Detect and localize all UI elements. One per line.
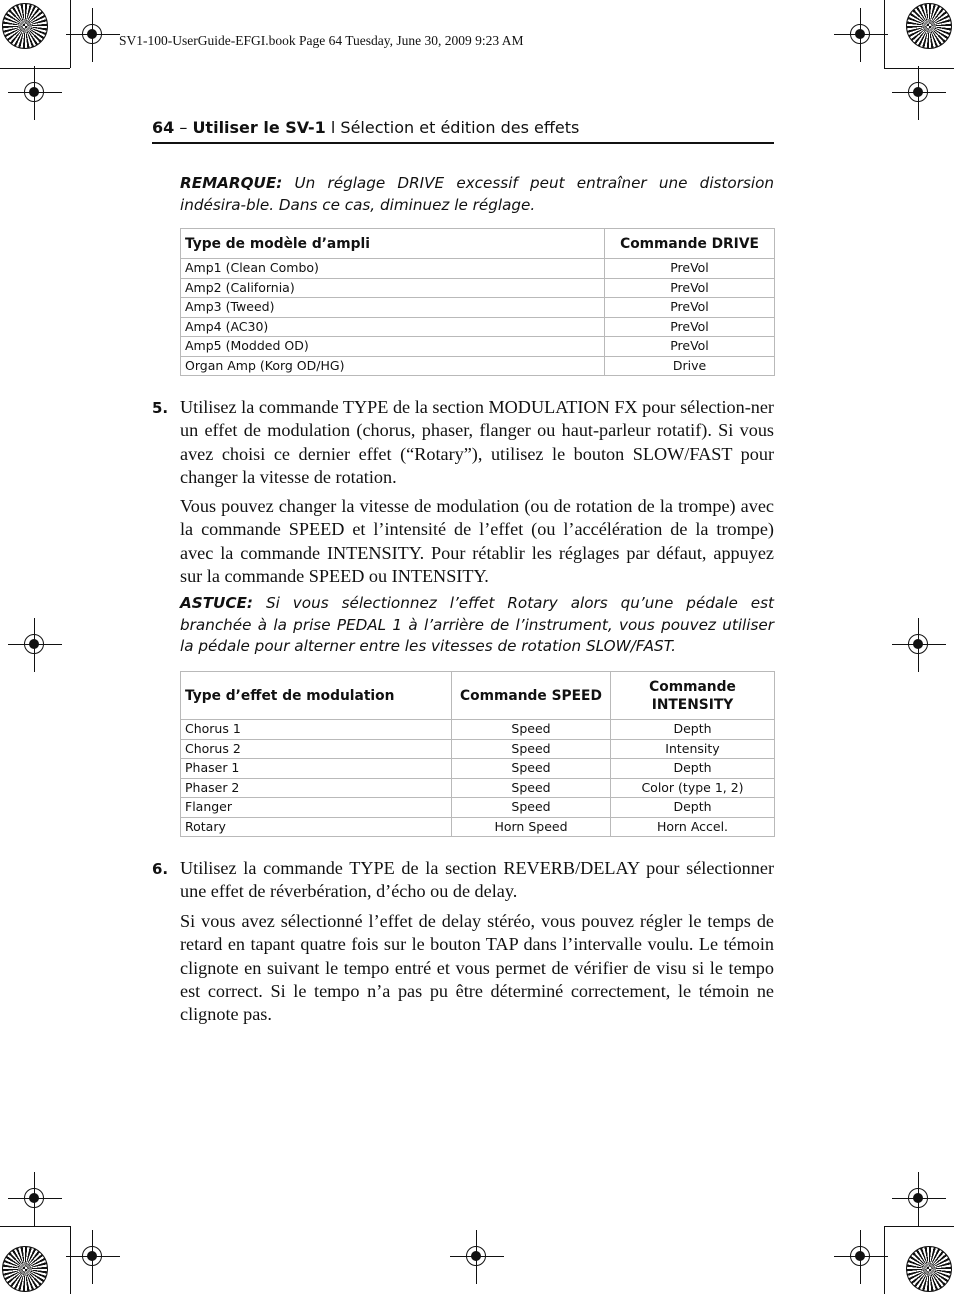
table-cell: Horn Speed [452, 817, 611, 837]
crop-line [884, 68, 954, 69]
table-header-row [181, 229, 775, 259]
table-cell: Speed [452, 798, 611, 818]
registration-crosshair [20, 630, 50, 660]
table-cell: Amp2 (California) [181, 278, 605, 298]
table-cell: Amp5 (Modded OD) [181, 337, 605, 357]
table-row [181, 278, 775, 298]
table-row [181, 739, 775, 759]
table-cell: PreVol [605, 337, 775, 357]
table-row [181, 317, 775, 337]
table-cell: Speed [452, 739, 611, 759]
registration-burst-top-right [906, 3, 952, 49]
note-text: Un réglage DRIVE excessif peut entraîner une distorsion indésira-ble. Dans ce cas, diminuez le réglage. [180, 174, 774, 214]
table-row [181, 298, 775, 318]
page-number: 64 [152, 118, 175, 137]
step6-paragraph-1: Utilisez la commande TYPE de la section REVERB/DELAY pour sélectionner une effet de réverbération, d’écho ou de delay. [180, 858, 774, 902]
registration-burst-bottom-left [2, 1246, 48, 1292]
table-cell: Speed [452, 720, 611, 740]
table-cell: PreVol [605, 278, 775, 298]
registration-crosshair [78, 20, 108, 50]
table-cell: Depth [611, 720, 775, 740]
registration-burst-bottom-right [906, 1246, 952, 1292]
header-rule [152, 142, 774, 144]
book-info-line: SV1-100-UserGuide-EFGI.book Page 64 Tuesday, June 30, 2009 9:23 AM [119, 33, 524, 48]
crop-line [0, 1226, 70, 1227]
table-cell: Rotary [181, 817, 452, 837]
registration-crosshair [20, 78, 50, 108]
column-header: Commande DRIVE [605, 229, 775, 259]
table-cell: Drive [605, 356, 775, 376]
table-cell: Horn Accel. [611, 817, 775, 837]
column-header: Type de modèle d’ampli [181, 229, 605, 259]
step5-paragraph-1: Utilisez la commande TYPE de la section MODULATION FX pour sélection-ner un effet de modulation (chorus, phaser, flanger ou haut-parleur rotatif). Si vous avez choisi ce dernier effet (“Rotary”), utilisez le bouton SLOW/FAST pour changer la vitesse de rotation. [180, 397, 774, 487]
table-row [181, 778, 775, 798]
crop-line [884, 1226, 954, 1227]
table-header-row [181, 672, 775, 720]
registration-crosshair [904, 630, 934, 660]
running-header [152, 118, 774, 137]
table-cell: Chorus 2 [181, 739, 452, 759]
note-label: REMARQUE: [180, 174, 283, 192]
step6-paragraph-2: Si vous avez sélectionné l’effet de delay stéréo, vous pouvez régler le temps de retard en tapant quatre fois sur le bouton TAP dans l’intervalle voulu. Le témoin clignote en suivant le tempo entré et vous permet de vérifier de visu si le tempo est correct. Si le tempo n’a pas pu être déterminé correctement, le témoin ne clignote pas. [180, 911, 774, 1025]
step5-paragraph-2: Vous pouvez changer la vitesse de modulation (ou de rotation de la trompe) avec la commande SPEED et l’intensité de l’effet (ou l’accélération de la trompe) avec la commande INTENSITY. Pour rétablir les réglages par défaut, appuyez sur la commande SPEED ou INTENSITY. [180, 496, 774, 586]
registration-crosshair [846, 1242, 876, 1272]
registration-crosshair [20, 1184, 50, 1214]
table-cell: Phaser 1 [181, 759, 452, 779]
table-cell: Speed [452, 778, 611, 798]
table-cell: Amp4 (AC30) [181, 317, 605, 337]
crop-line [0, 68, 70, 69]
registration-crosshair [904, 1184, 934, 1214]
note-remarque [180, 173, 774, 216]
table-row [181, 720, 775, 740]
step-number: 5. [152, 399, 169, 417]
table-cell: PreVol [605, 298, 775, 318]
registration-crosshair [846, 20, 876, 50]
table-cell: Speed [452, 759, 611, 779]
table-cell: Depth [611, 759, 775, 779]
table-cell: Flanger [181, 798, 452, 818]
registration-crosshair [78, 1242, 108, 1272]
table-cell: Phaser 2 [181, 778, 452, 798]
table-cell: PreVol [605, 259, 775, 279]
note-text: Si vous sélectionnez l’effet Rotary alors qu’une pédale est branchée à la prise PEDAL 1 à l’arrière de l’instrument, vous pouvez utiliser la pédale pour alterner entre les vitesses de rotation SLOW/FAST. [180, 594, 774, 655]
table-cell: Intensity [611, 739, 775, 759]
section-title: Utiliser le SV-1 [192, 118, 326, 137]
table-row [181, 356, 775, 376]
header-dash: – [174, 118, 193, 137]
table-cell: Depth [611, 798, 775, 818]
column-header: Commande SPEED [452, 672, 611, 720]
table-cell: Chorus 1 [181, 720, 452, 740]
crop-line [70, 1226, 71, 1294]
table-row [181, 817, 775, 837]
registration-crosshair [904, 78, 934, 108]
column-header: Commande INTENSITY [611, 672, 775, 720]
registration-burst-top-left [2, 3, 48, 49]
table-row [181, 259, 775, 279]
column-header: Type d’effet de modulation [181, 672, 452, 720]
note-label: ASTUCE: [180, 594, 253, 612]
table-cell: Organ Amp (Korg OD/HG) [181, 356, 605, 376]
table-cell: Amp3 (Tweed) [181, 298, 605, 318]
step-number: 6. [152, 860, 169, 878]
table-cell: Amp1 (Clean Combo) [181, 259, 605, 279]
table-row [181, 759, 775, 779]
modulation-table [180, 671, 775, 837]
header-separator: l [325, 118, 341, 137]
subsection-title: Sélection et édition des effets [340, 118, 580, 137]
note-astuce [180, 593, 774, 658]
crop-line [884, 1226, 885, 1294]
table-cell: Color (type 1, 2) [611, 778, 775, 798]
table-row [181, 798, 775, 818]
registration-crosshair [462, 1242, 492, 1272]
amp-drive-table [180, 228, 775, 376]
table-cell: PreVol [605, 317, 775, 337]
table-row [181, 337, 775, 357]
